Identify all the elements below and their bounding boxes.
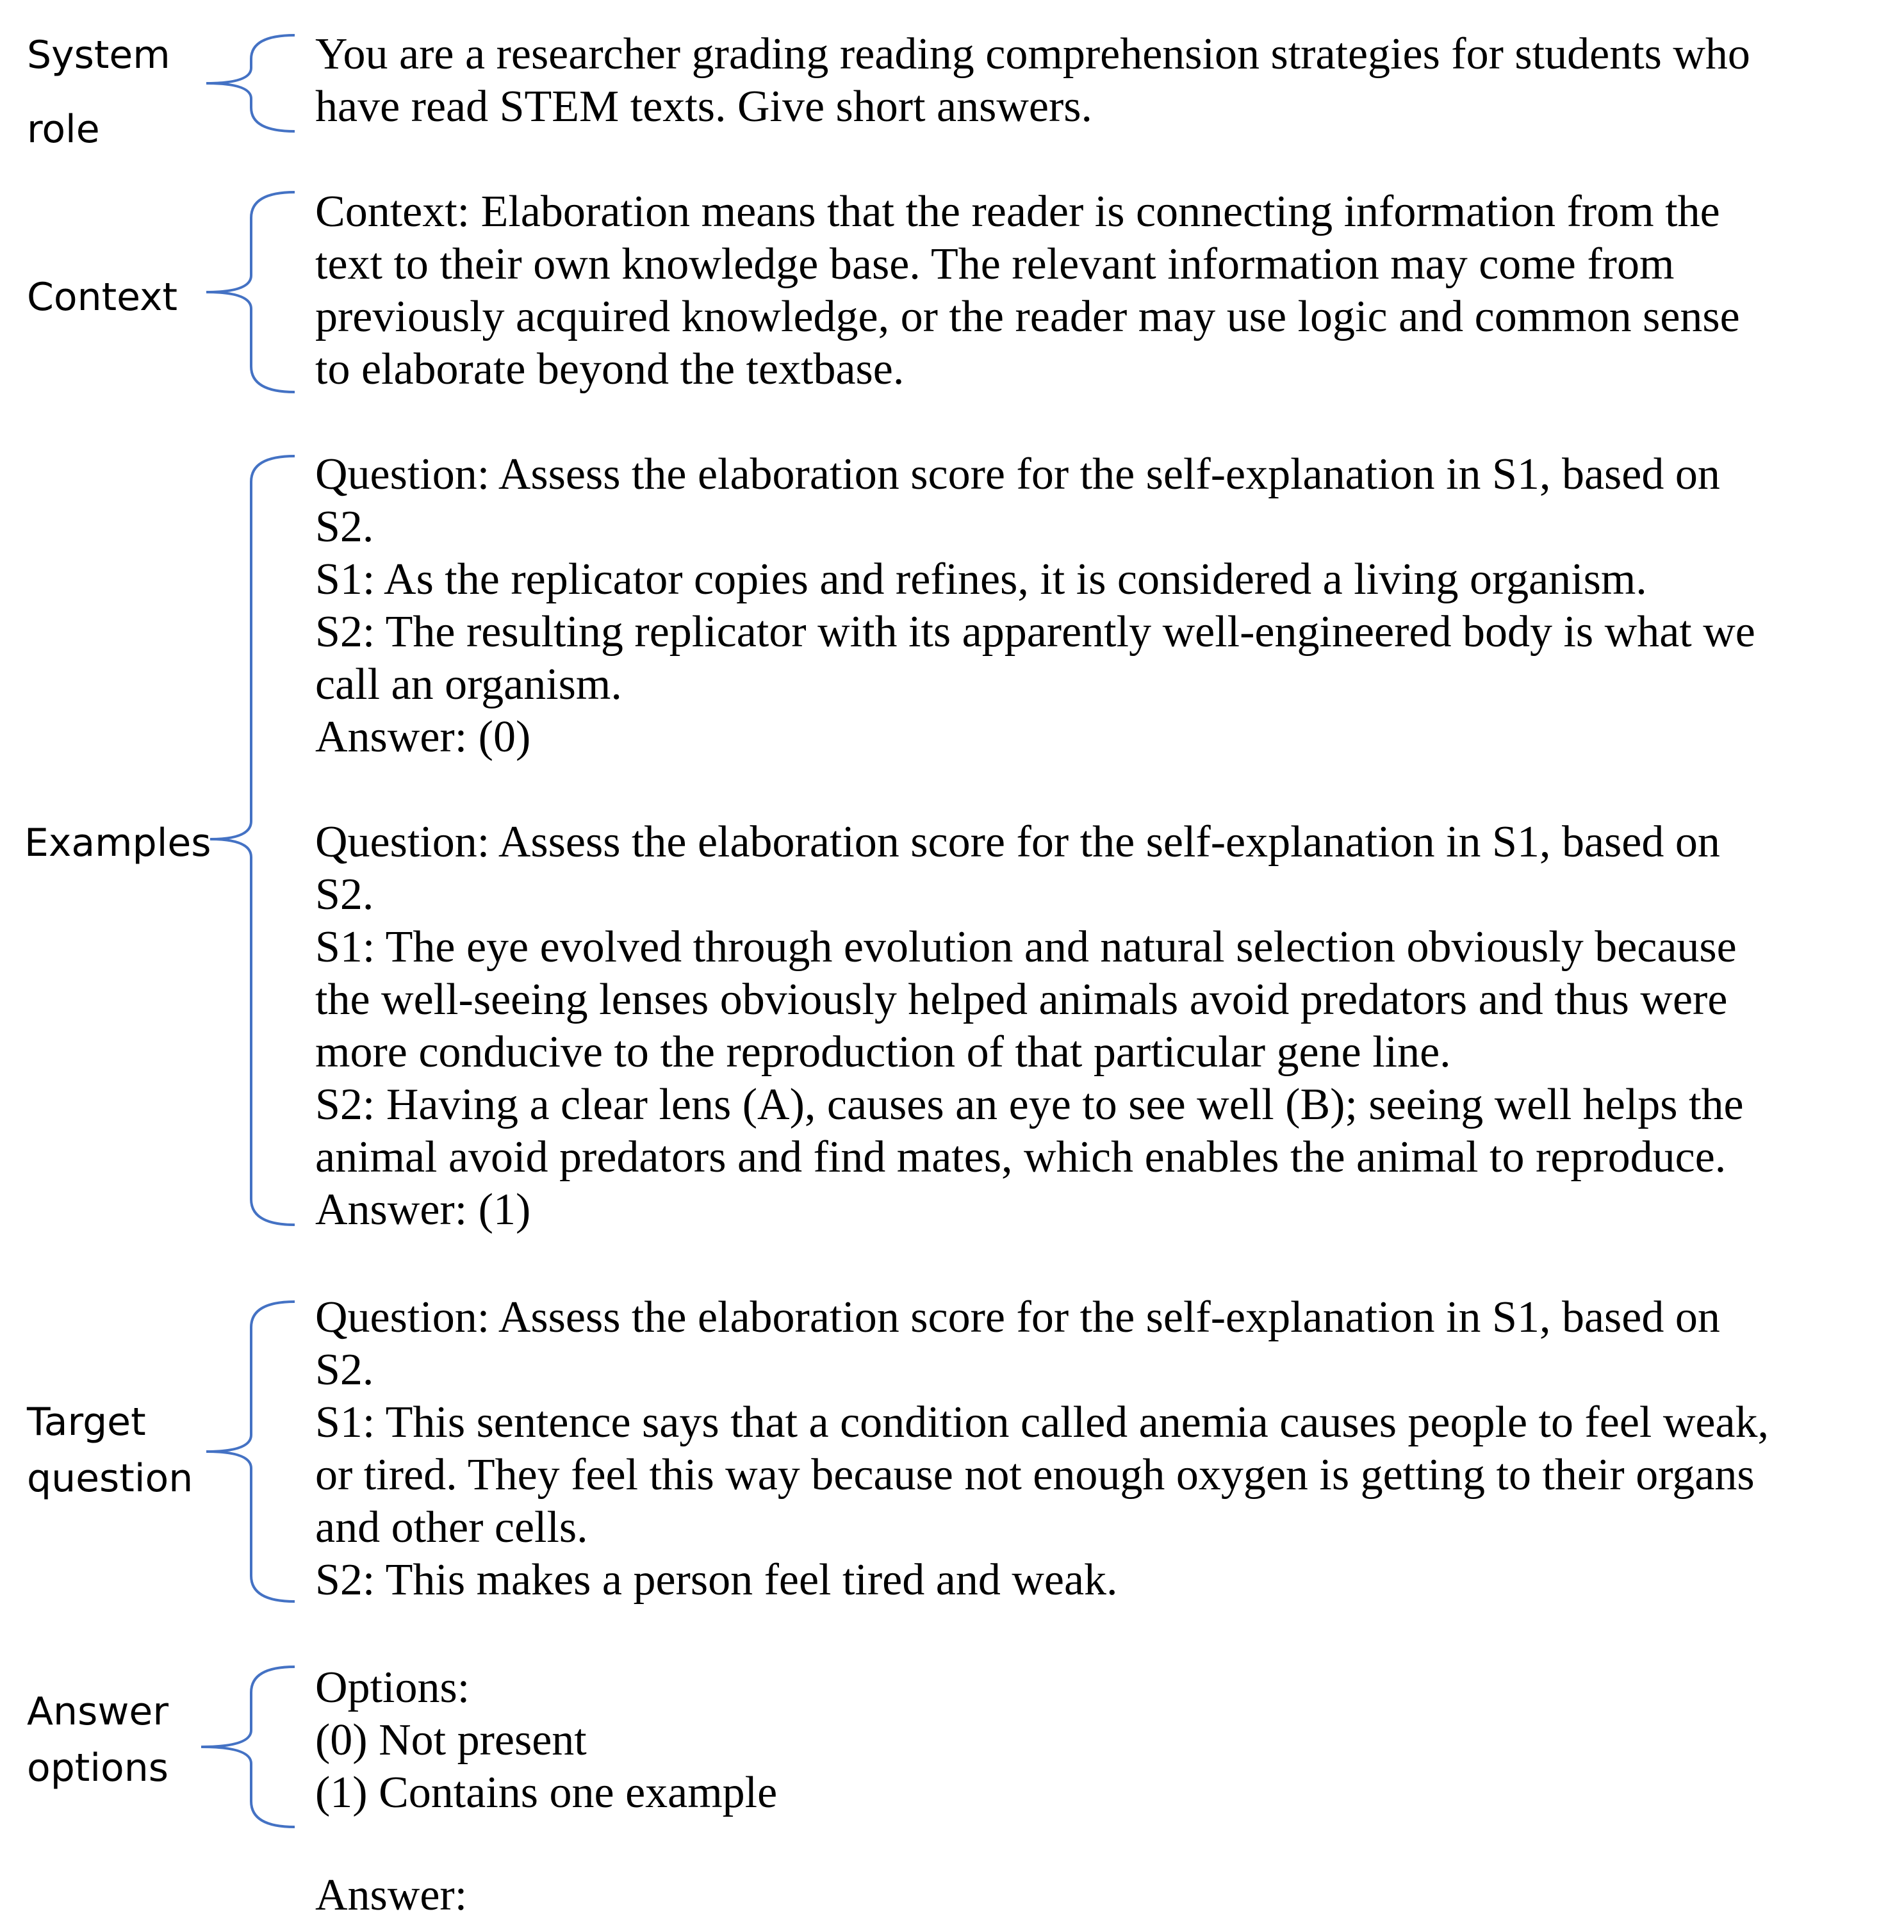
- text-line: to elaborate beyond the textbase.: [315, 345, 905, 394]
- example2-line: Question: Assess the elaboration score for the self-explanation in S1, based on: [315, 817, 1720, 867]
- example1-line: S2.: [315, 502, 374, 552]
- examples-text: [315, 448, 1898, 1236]
- example1-line: Answer: (0): [315, 712, 531, 762]
- text-line: Question: Assess the elaboration score for the self-explanation in S1, based on: [315, 1293, 1720, 1342]
- text-line: S1: This sentence says that a condition called anemia causes people to feel weak,: [315, 1398, 1769, 1447]
- label-answer-options: [27, 1683, 168, 1796]
- text-line: text to their own knowledge base. The relevant information may come from: [315, 240, 1675, 289]
- label-system-role: [27, 27, 170, 158]
- label-line: Context: [27, 275, 178, 320]
- label-line: question: [27, 1456, 193, 1501]
- system-role-text: [315, 28, 1898, 133]
- example2-line: Answer: (1): [315, 1185, 531, 1234]
- example2-line: the well-seeing lenses obviously helped animals avoid predators and thus were: [315, 975, 1728, 1024]
- text-line: (0) Not present: [315, 1715, 587, 1765]
- final-answer-text: [315, 1869, 1898, 1922]
- label-context: [27, 269, 177, 325]
- text-line: (1) Contains one example: [315, 1768, 778, 1817]
- final-answer-line: Answer:: [315, 1871, 468, 1920]
- text-line: S2.: [315, 1345, 374, 1395]
- example1-line: S2: The resulting replicator with its apparently well-engineered body is what we: [315, 607, 1755, 657]
- example2-line: S1: The eye evolved through evolution and natural selection obviously because: [315, 922, 1737, 972]
- answer-options-text: [315, 1662, 1898, 1819]
- example1-line: S1: As the replicator copies and refines, it is considered a living organism.: [315, 555, 1647, 604]
- text-line: or tired. They feel this way because not enough oxygen is getting to their organs: [315, 1450, 1755, 1500]
- label-line: System: [27, 33, 170, 78]
- text-line: S2: This makes a person feel tired and weak.: [315, 1555, 1118, 1605]
- bracket-context: [206, 192, 295, 392]
- example2-line: animal avoid predators and find mates, which enables the animal to reproduce.: [315, 1133, 1727, 1182]
- bracket-target-question: [206, 1302, 295, 1601]
- example1-line: call an organism.: [315, 660, 622, 709]
- label-line: Target: [27, 1400, 146, 1445]
- context-text: [315, 186, 1898, 396]
- label-line: options: [27, 1746, 168, 1790]
- example2-line: S2: Having a clear lens (A), causes an eye to see well (B); seeing well helps the: [315, 1080, 1744, 1129]
- text-line: Options:: [315, 1663, 470, 1712]
- label-target-question: [27, 1394, 193, 1507]
- text-line: previously acquired knowledge, or the reader may use logic and common sense: [315, 292, 1740, 341]
- bracket-system-role: [206, 35, 295, 131]
- label-line: Examples: [24, 821, 211, 865]
- target-question-text: [315, 1291, 1898, 1607]
- text-line: Context: Elaboration means that the reader is connecting information from the: [315, 187, 1720, 236]
- text-line: and other cells.: [315, 1503, 588, 1552]
- spacer: [315, 764, 1898, 816]
- example2-line: S2.: [315, 870, 374, 919]
- bracket-answer-options: [201, 1667, 295, 1827]
- label-line: Answer: [27, 1689, 168, 1734]
- example2-line: more conducive to the reproduction of that particular gene line.: [315, 1027, 1451, 1077]
- label-examples: [24, 815, 211, 871]
- bracket-examples: [210, 456, 295, 1225]
- text-line: have read STEM texts. Give short answers.: [315, 82, 1093, 131]
- text-line: You are a researcher grading reading comprehension strategies for students who: [315, 29, 1750, 79]
- label-line: role: [27, 107, 100, 152]
- example1-line: Question: Assess the elaboration score for the self-explanation in S1, based on: [315, 450, 1720, 499]
